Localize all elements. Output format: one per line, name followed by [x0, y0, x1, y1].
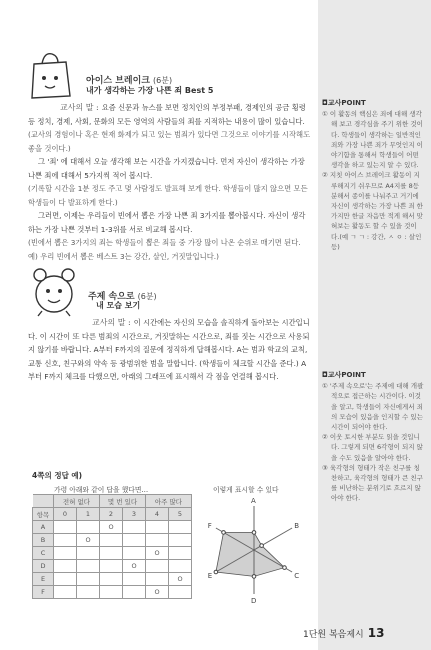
- row-label: A: [33, 521, 54, 534]
- score-cell: [169, 547, 192, 560]
- score-cell: [54, 521, 77, 534]
- score-cell: [123, 547, 146, 560]
- paragraph-text: 이 시간에는 자신의 모습을 솔직하게 돌아보는 시간입니다. 이 시간이 또 다른 범죄의 시간으로, 거짓말하는 시간으로, 죄를 짓는 시간으로 사용되지 않기를 바랍니다. A부터 F까지의 질문에 정직하게 답해봅시다. A는 범과 학교의 교칙, 교통 신호, 친구와의 약속 등 광범위한 범을 말합니다. (학생들이 체크할 시간을 준다.) A부터 F까지 체크를 다했으면, 아래의 그래프에 표시해서 각 점을 연결해 봅시다.: [28, 318, 310, 381]
- score-cell: [146, 534, 169, 547]
- score-cell: [169, 586, 192, 599]
- section2-time: (6분): [137, 292, 157, 301]
- section1-subtitle: 내가 생각하는 가장 나쁜 죄 Best 5: [86, 86, 214, 95]
- teacher-point-item: ② 지칫 아이스 브레이크 활동이 지루해지기 쉬우므로 A4지를 8등분해서 종이를 나눠주고 거기에 자신이 생각하는 가장 나쁜 죄 한 가지만 한글 자음만 적게 해서 맞혀보는 활동도 할 수 있을 것이다.(예 ㄱ ㄱ : 강간, ㅅ ㅇ : 살인 등): [322, 171, 423, 251]
- score-header-cell: 5: [169, 508, 192, 521]
- table-row: [33, 534, 192, 547]
- score-cell: [54, 573, 77, 586]
- row-label: D: [33, 560, 54, 573]
- table-row: [33, 560, 192, 573]
- score-cell: [169, 560, 192, 573]
- score-cell: [100, 560, 123, 573]
- radar-point: [252, 531, 256, 535]
- score-cell: [77, 573, 100, 586]
- score-cell: [146, 560, 169, 573]
- teacher-point-item: ③ 육각형의 형태가 작은 친구를 칭찬하고, 육각형의 형태가 큰 친구를 비난하는 분위기로 흐르지 않아야 한다.: [322, 463, 423, 503]
- score-header-cell: 0: [54, 508, 77, 521]
- score-cell: [100, 547, 123, 560]
- section1-paragraph: (빈에서 뽑은 3가지의 죄는 학생들이 뽑은 죄들 중 가장 많이 나온 순위로 매기면 된다. 예) 우리 빈에서 뽑은 베스트 3는 강간, 살인, 거짓말입니다.): [28, 238, 301, 261]
- section2-paragraph: [28, 316, 311, 384]
- teacher-point-item: ① '주제 속으로'는 주제에 대해 개괄적으로 접근하는 시간이다. 이것을 알고, 학생들이 자신에게서 죄의 모습이 있음을 인지할 수 있는 시간이 되어야 한다.: [322, 382, 424, 432]
- teacher-point-head-label: 교사POINT: [327, 99, 366, 107]
- score-cell: [100, 573, 123, 586]
- paragraph-text: 요즘 신문과 뉴스를 보면 정치인의 부정부패, 경제인의 공금 횡령 등 정치, 경제, 사회, 문화의 모든 영역의 사람들의 죄를 지적하는 내용이 많이 있습니다.: [28, 103, 306, 126]
- radar-axis-label: F: [207, 522, 212, 530]
- score-cell: [77, 560, 100, 573]
- section1-paragraph: [28, 101, 311, 128]
- table-row: [33, 573, 192, 586]
- mark-circle: O: [108, 523, 114, 531]
- header-cell: 몇 번 있다: [100, 495, 146, 508]
- mark-circle: O: [154, 549, 160, 557]
- row-label: B: [33, 534, 54, 547]
- radar-diagram: [202, 490, 308, 608]
- header-cell: 아주 많다: [146, 495, 192, 508]
- table-row: [33, 586, 192, 599]
- score-cell: [123, 560, 146, 573]
- header-row: [33, 495, 192, 508]
- score-cell: [54, 534, 77, 547]
- mark-circle: O: [85, 536, 91, 544]
- teacher-label: 교사의 말 :: [92, 318, 131, 327]
- score-cell: [100, 534, 123, 547]
- answer-label: 4쪽의 정답 예): [32, 471, 83, 480]
- teacher-point-head: [322, 98, 424, 108]
- bullet-icon: ◘: [322, 371, 328, 379]
- header-cell: 전혀 없다: [54, 495, 100, 508]
- radar-point: [283, 566, 287, 570]
- section1-title: 아이스 브레이크: [86, 76, 150, 86]
- teacher-point-1: [322, 98, 424, 252]
- answer-table-wrap: [32, 494, 192, 599]
- row-label: F: [33, 586, 54, 599]
- score-cell: [169, 573, 192, 586]
- score-cell: [169, 534, 192, 547]
- teacher-point-item: ② 이웃 토시한 부분도 읽을 것입니다. 그렇게 되면 6각형이 되지 않을 수도 있음을 알아야 한다.: [322, 433, 423, 462]
- section1-paragraph: (교사의 경험이나 혹은 현재 화제가 되고 있는 범죄가 있다면 그것으로 이야기를 시작해도 좋을 것이다.): [28, 130, 311, 153]
- section2-title: 주제 속으로: [88, 292, 135, 302]
- score-cell: [77, 547, 100, 560]
- mark-circle: O: [131, 562, 137, 570]
- score-cell: [77, 534, 100, 547]
- teacher-point-2: [322, 370, 424, 504]
- answer-table: [32, 494, 192, 599]
- radar-point: [252, 575, 256, 579]
- radar-axis-label: D: [251, 597, 257, 605]
- item-header-cell: 항목: [33, 508, 54, 521]
- score-cell: [123, 534, 146, 547]
- teacher-point-head-label: 교사POINT: [327, 371, 366, 379]
- section2-subtitle: 내 모습 보기: [96, 301, 141, 310]
- score-header-cell: 1: [77, 508, 100, 521]
- radar-svg: [202, 490, 308, 608]
- score-header-cell: 2: [100, 508, 123, 521]
- score-header-cell: 4: [146, 508, 169, 521]
- page-number: 13: [367, 626, 385, 640]
- score-cell: [169, 521, 192, 534]
- alarm-clock-illustration: [28, 262, 80, 318]
- mark-circle: O: [154, 588, 160, 596]
- score-cell: [77, 521, 100, 534]
- footer-label: 1단원 복음제시: [303, 630, 364, 640]
- score-cell: [146, 547, 169, 560]
- bullet-icon: ◘: [322, 99, 328, 107]
- score-cell: [77, 586, 100, 599]
- score-header-cell: 3: [123, 508, 146, 521]
- teacher-label: 교사의 말 :: [60, 103, 99, 112]
- radar-axis-label: B: [294, 522, 300, 530]
- score-cell: [146, 586, 169, 599]
- section1-time: (6분): [153, 76, 173, 85]
- table-row: [33, 547, 192, 560]
- section1-paragraph: 그러면, 이제는 우리들이 빈에서 뽑은 가장 나쁜 죄 3가지를 뽑아봅시다. 자신이 생각하는 가장 나쁜 것부터 1-3위를 서로 비교해 봅시다.: [28, 211, 306, 234]
- teacher-point-item: ① 이 활동의 핵심은 죄에 대해 생각해 보고 경각심을 주기 위한 것이다. 학생들이 생각하는 일반적인 죄와 가장 나쁜 죄가 무엇인지 이야기함을 통해서 학생들이 어떤 생각을 하고 있는지 알 수 있다.: [322, 110, 423, 170]
- radar-axis-label: E: [207, 572, 213, 580]
- score-cell: [54, 547, 77, 560]
- header-row: [33, 508, 192, 521]
- teacher-point-head: [322, 370, 424, 380]
- row-label: C: [33, 547, 54, 560]
- radar-shape: [216, 532, 285, 576]
- table-row: [33, 521, 192, 534]
- score-cell: [123, 586, 146, 599]
- corner-cell: [33, 495, 54, 508]
- table-caption: 가령 아래와 같이 답을 했다면…: [54, 486, 149, 494]
- radar-point: [260, 544, 264, 548]
- score-cell: [54, 586, 77, 599]
- section1-paragraph: 그 '죄' 에 대해서 오늘 생각해 보는 시간을 가지겠습니다. 먼저 자신이 생각하는 가장 나쁜 죄에 대해서 5가지씩 적어 봅시다.: [28, 157, 305, 180]
- score-cell: [54, 560, 77, 573]
- section1-body: [28, 101, 311, 263]
- score-cell: [123, 573, 146, 586]
- bag-illustration: [28, 48, 74, 100]
- section2-body: [28, 316, 311, 384]
- score-cell: [146, 573, 169, 586]
- section1-paragraph: (기록할 시간을 1분 정도 주고 몇 사람정도 발표해 보게 한다. 학생들이 많지 않으면 모든 학생들이 다 발표하게 한다.): [28, 184, 308, 207]
- radar-point: [214, 570, 218, 574]
- score-cell: [146, 521, 169, 534]
- score-cell: [100, 586, 123, 599]
- radar-axis-label: C: [294, 572, 300, 580]
- radar-point: [222, 531, 226, 535]
- radar-caption: 이렇게 표시할 수 있다: [213, 486, 279, 494]
- score-cell: [100, 521, 123, 534]
- row-label: E: [33, 573, 54, 586]
- score-cell: [123, 521, 146, 534]
- radar-axis-label: A: [251, 497, 256, 505]
- mark-circle: O: [177, 575, 183, 583]
- footer: [303, 622, 384, 641]
